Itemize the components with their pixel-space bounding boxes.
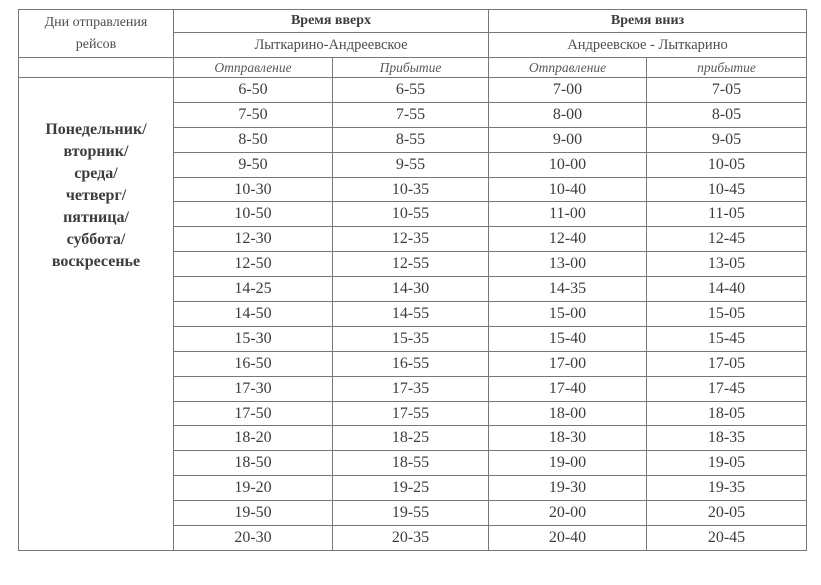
days-header-line1: Дни отправления <box>44 15 148 30</box>
down-arrival-cell: 11-05 <box>647 202 807 227</box>
down-departure-cell: 19-00 <box>489 451 647 476</box>
up-departure-cell: 6-50 <box>174 78 333 103</box>
down-departure-cell: 10-40 <box>489 177 647 202</box>
up-departure-cell: 19-50 <box>174 501 333 526</box>
down-arrival-cell: 14-40 <box>647 277 807 302</box>
up-arrival-cell: 12-55 <box>333 252 489 277</box>
down-departure-cell: 12-40 <box>489 227 647 252</box>
bus-schedule-table <box>18 9 807 551</box>
down-departure-cell: 8-00 <box>489 102 647 127</box>
up-departure-cell: 20-30 <box>174 526 333 551</box>
down-arrival-cell: 19-35 <box>647 476 807 501</box>
up-departure-cell: 12-50 <box>174 252 333 277</box>
up-arrival-cell: 14-55 <box>333 302 489 327</box>
up-departure-cell: 12-30 <box>174 227 333 252</box>
operating-day: четверг/ <box>65 187 127 204</box>
down-departure-cell: 19-30 <box>489 476 647 501</box>
down-departure-cell: 17-40 <box>489 376 647 401</box>
down-arrival-cell: 10-05 <box>647 152 807 177</box>
up-arrival-cell: 6-55 <box>333 78 489 103</box>
up-arrival-cell: 9-55 <box>333 152 489 177</box>
up-arrival-cell: 10-55 <box>333 202 489 227</box>
up-departure-cell: 16-50 <box>174 351 333 376</box>
days-header-spacer <box>19 58 174 78</box>
down-departure-cell: 13-00 <box>489 252 647 277</box>
up-departure-cell: 17-30 <box>174 376 333 401</box>
up-direction-title: Время вверх <box>174 10 489 33</box>
days-header <box>19 10 174 58</box>
up-departure-cell: 9-50 <box>174 152 333 177</box>
down-arrival-cell: 9-05 <box>647 127 807 152</box>
down-departure-cell: 14-35 <box>489 277 647 302</box>
down-direction-title: Время вниз <box>489 10 807 33</box>
down-departure-cell: 20-00 <box>489 501 647 526</box>
up-departure-cell: 17-50 <box>174 401 333 426</box>
up-arrival-cell: 20-35 <box>333 526 489 551</box>
down-departure-cell: 18-30 <box>489 426 647 451</box>
down-arrival-cell: 12-45 <box>647 227 807 252</box>
up-arrival-cell: 7-55 <box>333 102 489 127</box>
down-arrival-cell: 8-05 <box>647 102 807 127</box>
down-arrival-cell: 19-05 <box>647 451 807 476</box>
down-arrival-cell: 10-45 <box>647 177 807 202</box>
up-arrival-cell: 19-25 <box>333 476 489 501</box>
down-departure-cell: 11-00 <box>489 202 647 227</box>
down-arrival-cell: 15-05 <box>647 302 807 327</box>
up-arrival-cell: 18-55 <box>333 451 489 476</box>
up-arrival-header: Прибытие <box>333 58 489 78</box>
schedule-row <box>19 78 807 103</box>
down-departure-cell: 9-00 <box>489 127 647 152</box>
up-departure-cell: 10-30 <box>174 177 333 202</box>
up-arrival-cell: 17-35 <box>333 376 489 401</box>
up-arrival-cell: 8-55 <box>333 127 489 152</box>
operating-day: пятница/ <box>63 209 129 226</box>
down-arrival-cell: 17-45 <box>647 376 807 401</box>
up-arrival-cell: 18-25 <box>333 426 489 451</box>
up-departure-cell: 14-25 <box>174 277 333 302</box>
down-route: Андреевское - Лыткарино <box>489 33 807 58</box>
up-departure-cell: 10-50 <box>174 202 333 227</box>
operating-day: среда/ <box>74 165 118 182</box>
up-arrival-cell: 19-55 <box>333 501 489 526</box>
down-departure-cell: 15-40 <box>489 326 647 351</box>
down-arrival-cell: 20-05 <box>647 501 807 526</box>
up-departure-cell: 8-50 <box>174 127 333 152</box>
up-departure-cell: 18-50 <box>174 451 333 476</box>
operating-days <box>19 78 174 551</box>
up-departure-cell: 18-20 <box>174 426 333 451</box>
up-departure-header: Отправление <box>174 58 333 78</box>
up-arrival-cell: 15-35 <box>333 326 489 351</box>
down-arrival-cell: 18-05 <box>647 401 807 426</box>
down-departure-cell: 17-00 <box>489 351 647 376</box>
down-departure-cell: 18-00 <box>489 401 647 426</box>
up-departure-cell: 14-50 <box>174 302 333 327</box>
down-departure-cell: 10-00 <box>489 152 647 177</box>
down-departure-cell: 7-00 <box>489 78 647 103</box>
up-arrival-cell: 12-35 <box>333 227 489 252</box>
up-arrival-cell: 16-55 <box>333 351 489 376</box>
operating-day: Понедельник/ <box>45 121 147 138</box>
operating-day: воскресенье <box>51 253 141 270</box>
up-departure-cell: 7-50 <box>174 102 333 127</box>
down-arrival-cell: 20-45 <box>647 526 807 551</box>
down-arrival-cell: 17-05 <box>647 351 807 376</box>
down-departure-cell: 20-40 <box>489 526 647 551</box>
down-arrival-header: прибытие <box>647 58 807 78</box>
down-arrival-cell: 18-35 <box>647 426 807 451</box>
down-arrival-cell: 7-05 <box>647 78 807 103</box>
days-header-line2: рейсов <box>75 37 117 52</box>
up-departure-cell: 19-20 <box>174 476 333 501</box>
up-arrival-cell: 17-55 <box>333 401 489 426</box>
operating-day: суббота/ <box>66 231 126 248</box>
operating-day: вторник/ <box>63 143 129 160</box>
up-arrival-cell: 14-30 <box>333 277 489 302</box>
up-arrival-cell: 10-35 <box>333 177 489 202</box>
down-departure-cell: 15-00 <box>489 302 647 327</box>
down-departure-header: Отправление <box>489 58 647 78</box>
down-arrival-cell: 15-45 <box>647 326 807 351</box>
down-arrival-cell: 13-05 <box>647 252 807 277</box>
up-route: Лыткарино-Андреевское <box>174 33 489 58</box>
up-departure-cell: 15-30 <box>174 326 333 351</box>
schedule-body <box>19 78 807 551</box>
